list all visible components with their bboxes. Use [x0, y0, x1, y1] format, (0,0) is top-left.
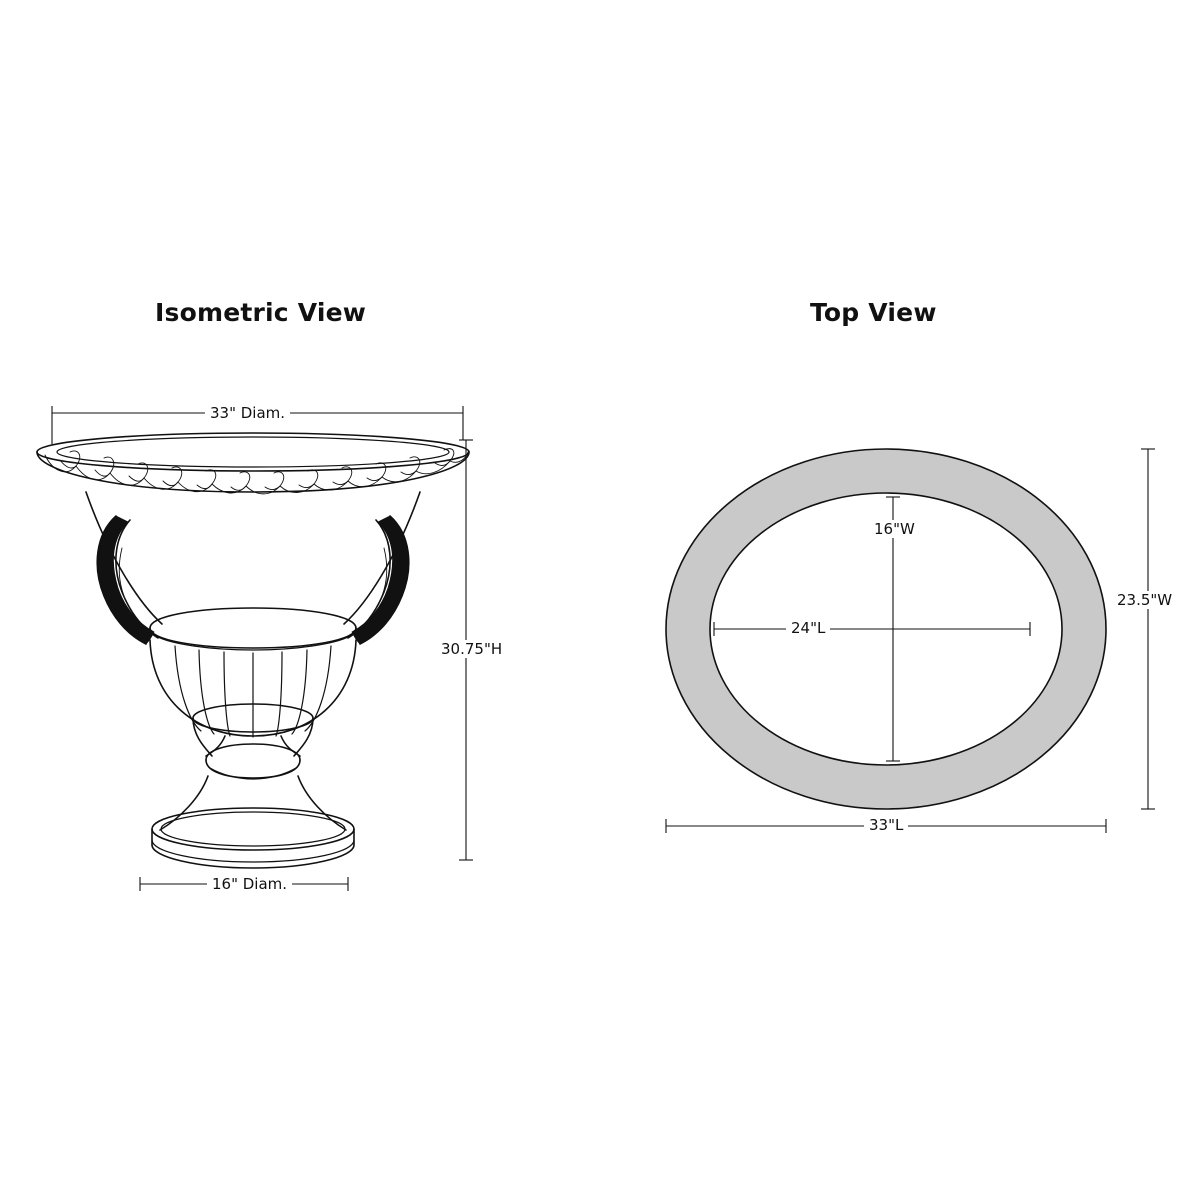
- dim-label-base-diameter: 16" Diam.: [207, 875, 292, 893]
- top-view-title: Top View: [810, 298, 937, 327]
- dim-label-outer-width: 23.5"W: [1112, 591, 1177, 609]
- dim-label-inner-length: 24"L: [786, 619, 830, 637]
- dim-label-top-diameter: 33" Diam.: [205, 404, 290, 422]
- dim-label-inner-width: 16"W: [869, 520, 920, 538]
- dim-label-outer-length: 33"L: [864, 816, 908, 834]
- dim-label-overall-height: 30.75"H: [436, 640, 507, 658]
- isometric-view-title: Isometric View: [155, 298, 367, 327]
